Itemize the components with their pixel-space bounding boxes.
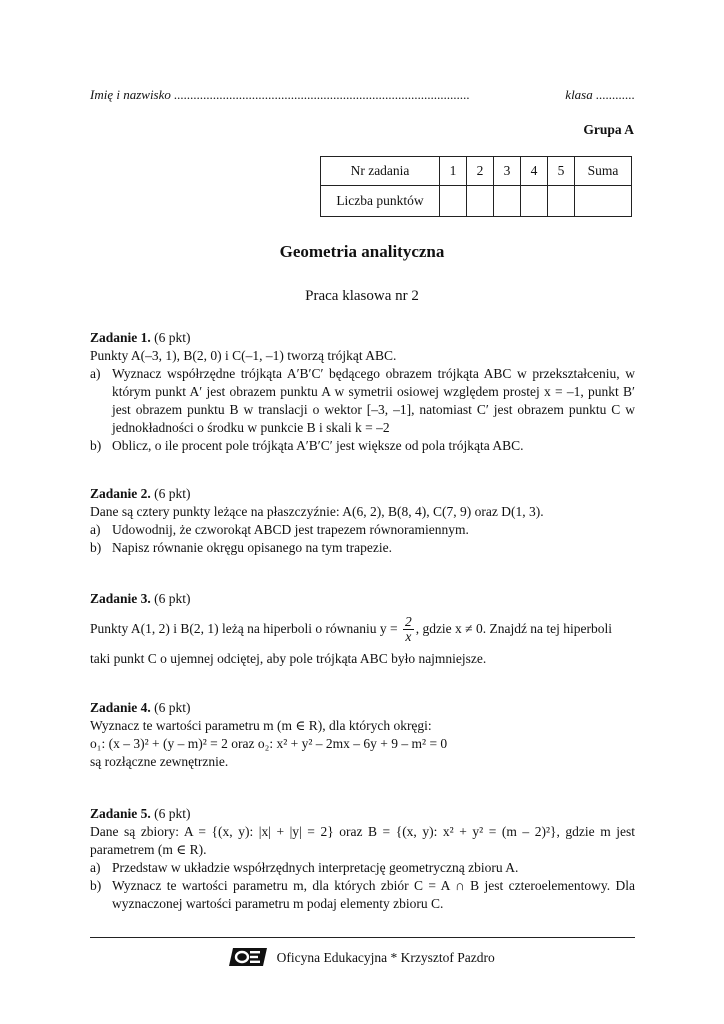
task-3-heading: Zadanie 3.: [90, 591, 151, 606]
task-5-heading: Zadanie 5.: [90, 806, 151, 821]
task-2-points: (6 pkt): [154, 486, 191, 501]
task-2-heading: Zadanie 2.: [90, 486, 151, 501]
group-label: Grupa A: [583, 122, 634, 137]
col-1: 1: [440, 157, 467, 186]
task-4-line-3: są rozłączne zewnętrznie.: [90, 754, 229, 769]
task-2: [90, 485, 635, 557]
class-field: [565, 87, 635, 103]
task-1-heading: Zadanie 1.: [90, 330, 151, 345]
task-2-a-text: Udowodnij, że czworokąt ABCD jest trapezem równoramiennym.: [112, 522, 469, 537]
task-1-b-text: Oblicz, o ile procent pole trójkąta A′B′C′ jest większe od pola trójkąta ABC.: [112, 438, 524, 453]
task-5-a-text: Przedstaw w układzie współrzędnych interpretację geometryczną zbioru A.: [112, 860, 519, 875]
points-cell-2: [467, 186, 494, 217]
fraction: [403, 615, 414, 644]
task-5-points: (6 pkt): [154, 806, 191, 821]
points-cell-3: [494, 186, 521, 217]
task-2-a-marker: a): [90, 522, 101, 537]
task-1-b-marker: b): [90, 438, 102, 453]
points-cell-1: [440, 186, 467, 217]
row-label-points: Liczba punktów: [321, 186, 440, 217]
task-4-points: (6 pkt): [154, 700, 191, 715]
task-1-a-marker: a): [90, 366, 101, 381]
footer-divider: [90, 937, 635, 938]
col-4: 4: [521, 157, 548, 186]
footer: [0, 948, 724, 970]
name-label: Imię i nazwisko: [90, 87, 171, 102]
task-4-line-1: Wyznacz te wartości parametru m (m ∈ R), dla których okręgi:: [90, 718, 432, 733]
task-3-line-1-post: , gdzie x ≠ 0. Znajdź na tej hiperboli: [415, 621, 613, 636]
task-3-line-1-pre: Punkty A(1, 2) i B(2, 1) leżą na hiperboli o równaniu y =: [90, 621, 398, 636]
fraction-denominator: x: [405, 629, 412, 645]
task-2-b-marker: b): [90, 540, 102, 555]
task-5-b-text: Wyznacz te wartości parametru m, dla których zbiór C = A ∩ B jest czteroelementowy. Dla wyznaczonej wartości parametru m podaj elementy zbioru C.: [112, 878, 635, 911]
col-3: 3: [494, 157, 521, 186]
col-5: 5: [548, 157, 575, 186]
task-1-intro: Punkty A(–3, 1), B(2, 0) i C(–1, –1) tworzą trójkąt ABC.: [90, 348, 397, 363]
task-4: [90, 699, 635, 771]
header-line: [90, 87, 635, 103]
name-dots: ...........................................................................................: [174, 87, 470, 102]
publisher-name: Oficyna Edukacyjna * Krzysztof Pazdro: [276, 950, 495, 966]
points-cell-sum: [575, 186, 632, 217]
points-cell-4: [521, 186, 548, 217]
score-table: [320, 156, 632, 217]
score-table-points-row: [321, 186, 632, 217]
task-1-a-text: Wyznacz współrzędne trójkąta A′B′C′ będącego obrazem trójkąta ABC w przekształceniu, w którym punkt A′ jest obrazem punktu A w symetrii osiowej względem prostej x = –1, punkt B′ jest obrazem punktu B w translacji o wektor [–3, –1], natomiast C′ jest obrazem punktu C w jednokładności o środku w punkcie B i skali k = –2: [112, 366, 635, 435]
page-subtitle: Praca klasowa nr 2: [305, 288, 419, 304]
fraction-numerator: 2: [404, 614, 412, 630]
class-dots: ............: [596, 87, 635, 102]
class-label: klasa: [565, 87, 593, 102]
row-label-task-number: Nr zadania: [321, 157, 440, 186]
task-3-points: (6 pkt): [154, 591, 191, 606]
task-2-b-text: Napisz równanie okręgu opisanego na tym trapezie.: [112, 540, 393, 555]
task-5-intro: Dane są zbiory: A = {(x, y): |x| + |y| = 2} oraz B = {(x, y): x² + y² = (m – 2)²}, gdzie m jest parametrem (m ∈ R).: [90, 824, 635, 857]
task-3-line-2: taki punkt C o ujemnej odciętej, aby pole trójkąta ABC było najmniejsze.: [90, 651, 487, 666]
col-sum: Suma: [575, 157, 632, 186]
task-1-points: (6 pkt): [154, 330, 191, 345]
page-title: Geometria analityczna: [279, 242, 445, 261]
task-5-a-marker: a): [90, 860, 101, 875]
task-3-line-1: [90, 612, 635, 646]
task-4-heading: Zadanie 4.: [90, 700, 151, 715]
task-1: [90, 329, 635, 455]
score-table-header-row: [321, 157, 632, 186]
task-2-intro: Dane są cztery punkty leżące na płaszczyźnie: A(6, 2), B(8, 4), C(7, 9) oraz D(1, 3).: [90, 504, 544, 519]
points-cell-5: [548, 186, 575, 217]
col-2: 2: [467, 157, 494, 186]
task-5-b-marker: b): [90, 878, 102, 893]
oe-logo-icon: [229, 948, 267, 970]
task-5: [90, 805, 635, 913]
task-4-line-2: o₁: (x – 3)² + (y – m)² = 2 oraz o₂: x² + y² – 2mx – 6y + 9 – m² = 0: [90, 736, 448, 751]
task-3: [90, 590, 635, 668]
